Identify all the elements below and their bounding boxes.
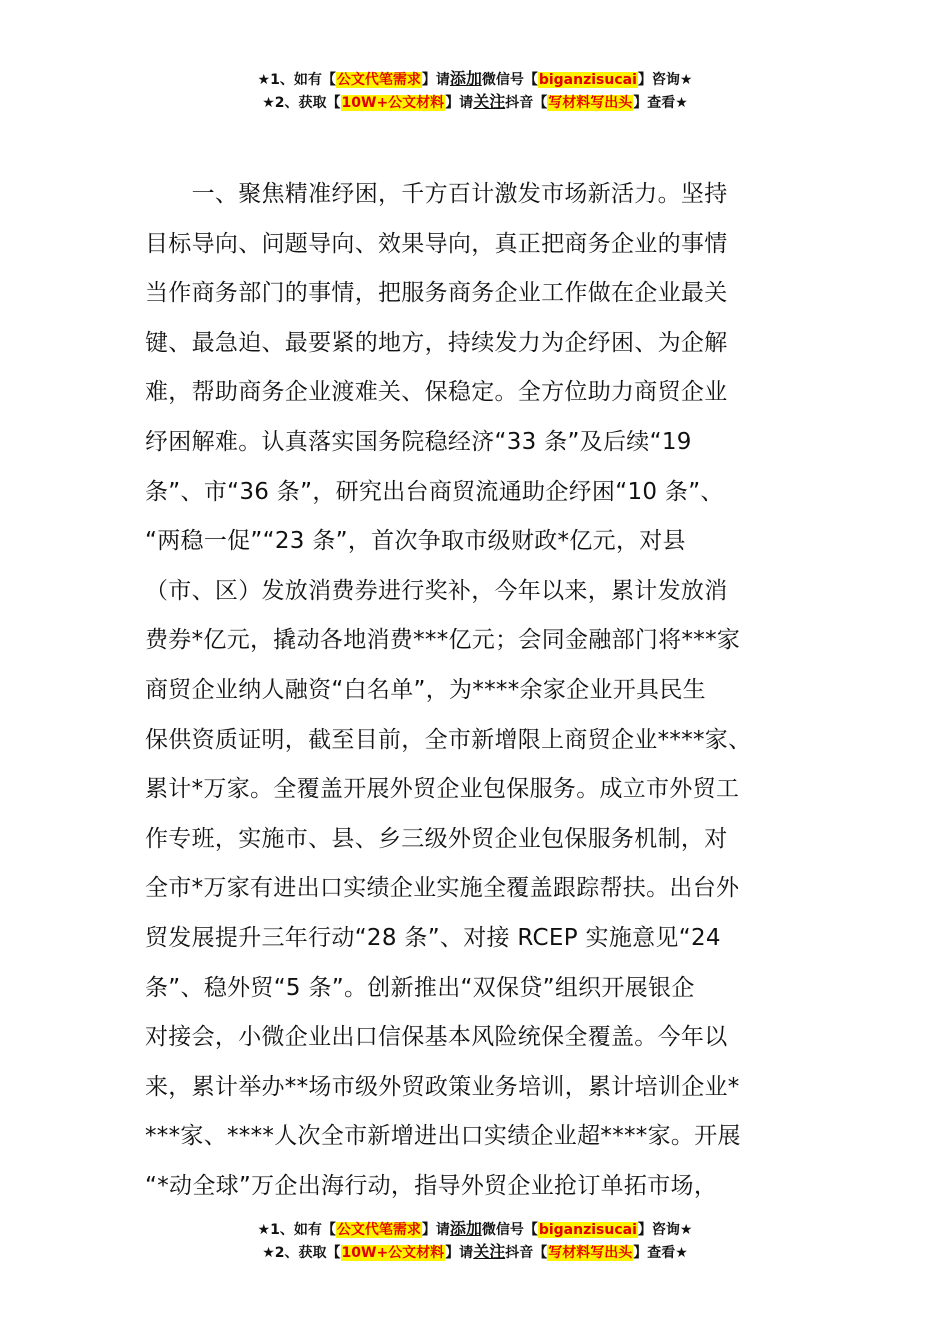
- body-line: 贸发展提升三年行动“28 条”、对接 RCEP 实施意见“24: [145, 924, 721, 951]
- body-line: 难，帮助商务企业渡难关、保稳定。全方位助力商贸企业: [145, 379, 728, 406]
- star-icon: ★: [262, 1245, 275, 1261]
- underlined-text: 添加: [449, 1219, 482, 1238]
- body-line: “两稳一促”“23 条”，首次争取市级财政*亿元，对县: [145, 528, 686, 555]
- underlined-text: 添加: [449, 69, 482, 88]
- body-line: 条”、稳外贸“5 条”。创新推出“双保贷”组织开展银企: [145, 974, 695, 1001]
- promo-line-1: [0, 68, 950, 91]
- promo-text: 】查看★: [633, 95, 688, 111]
- highlight-wechat-id: biganzisucai: [538, 1222, 637, 1238]
- body-line: 保供资质证明，截至目前，全市新增限上商贸企业****家、: [145, 726, 752, 753]
- promo-text: 抖音【: [505, 95, 548, 111]
- body-line: 键、最急迫、最要紧的地方，持续发力为企纾困、为企解: [145, 329, 728, 356]
- body-line: 商贸企业纳人融资“白名单”，为****余家企业开具民生: [145, 676, 706, 703]
- promo-text: 微信号【: [481, 1222, 538, 1238]
- bottom-promo-banner: [0, 1218, 950, 1264]
- body-line: 目标导向、问题导向、效果导向，真正把商务企业的事情: [145, 230, 728, 257]
- highlight-materials: 10W+公文材料: [341, 95, 445, 111]
- body-line: 条”、市“36 条”，研究出台商贸流通助企纾困“10 条”、: [145, 478, 724, 505]
- underlined-text: 关注: [473, 92, 506, 111]
- promo-line-1: [0, 1218, 950, 1241]
- underlined-text: 关注: [473, 1242, 506, 1261]
- promo-text: 2、获取【: [274, 95, 341, 111]
- promo-text: 】咨询★: [637, 1222, 693, 1238]
- body-line: （市、区）发放消费券进行奖补，今年以来，累计发放消: [145, 577, 728, 604]
- star-icon: ★: [257, 1222, 271, 1238]
- highlight-douyin-account: 写材料写出头: [548, 1245, 633, 1261]
- promo-text: 】请: [445, 1245, 474, 1261]
- highlight-service: 公文代笔需求: [336, 72, 421, 88]
- body-line: 费券*亿元，撬动各地消费***亿元；会同金融部门将***家: [145, 627, 741, 654]
- document-body: [145, 170, 810, 1211]
- promo-text: 1、如有【: [270, 1222, 336, 1238]
- promo-line-2: [0, 91, 950, 114]
- body-line: 当作商务部门的事情，把服务商务企业工作做在企业最关: [145, 280, 728, 307]
- highlight-materials: 10W+公文材料: [341, 1245, 445, 1261]
- body-line: 对接会，小微企业出口信保基本风险统保全覆盖。今年以: [145, 1024, 728, 1051]
- body-line: ***家、****人次全市新增进出口实绩企业超****家。开展: [145, 1123, 741, 1150]
- promo-text: 】查看★: [633, 1245, 688, 1261]
- body-line: 来，累计举办**场市级外贸政策业务培训，累计培训企业*: [145, 1073, 740, 1100]
- highlight-douyin-account: 写材料写出头: [548, 95, 633, 111]
- body-line: 纾困解难。认真落实国务院稳经济“33 条”及后续“19: [145, 428, 692, 455]
- body-line: 一、聚焦精准纾困，千方百计激发市场新活力。坚持: [145, 181, 728, 207]
- body-line: 全市*万家有进出口实绩企业实施全覆盖跟踪帮扶。出台外: [145, 875, 740, 902]
- highlight-service: 公文代笔需求: [336, 1222, 421, 1238]
- promo-text: 】咨询★: [637, 72, 693, 88]
- body-line: 作专班，实施市、县、乡三级外贸企业包保服务机制，对: [145, 825, 728, 852]
- promo-text: 】请: [445, 95, 474, 111]
- star-icon: ★: [257, 72, 271, 88]
- body-line: 累计*万家。全覆盖开展外贸企业包保服务。成立市外贸工: [145, 776, 740, 803]
- promo-line-2: [0, 1241, 950, 1264]
- promo-text: 】请: [421, 1222, 450, 1238]
- top-promo-banner: [0, 68, 950, 114]
- body-line: “*动全球”万企出海行动，指导外贸企业抢订单拓市场，: [145, 1172, 718, 1199]
- highlight-wechat-id: biganzisucai: [538, 72, 637, 88]
- promo-text: 抖音【: [505, 1245, 548, 1261]
- promo-text: 2、获取【: [274, 1245, 341, 1261]
- promo-text: 微信号【: [481, 72, 538, 88]
- star-icon: ★: [262, 95, 275, 111]
- promo-text: 】请: [421, 72, 450, 88]
- promo-text: 1、如有【: [270, 72, 336, 88]
